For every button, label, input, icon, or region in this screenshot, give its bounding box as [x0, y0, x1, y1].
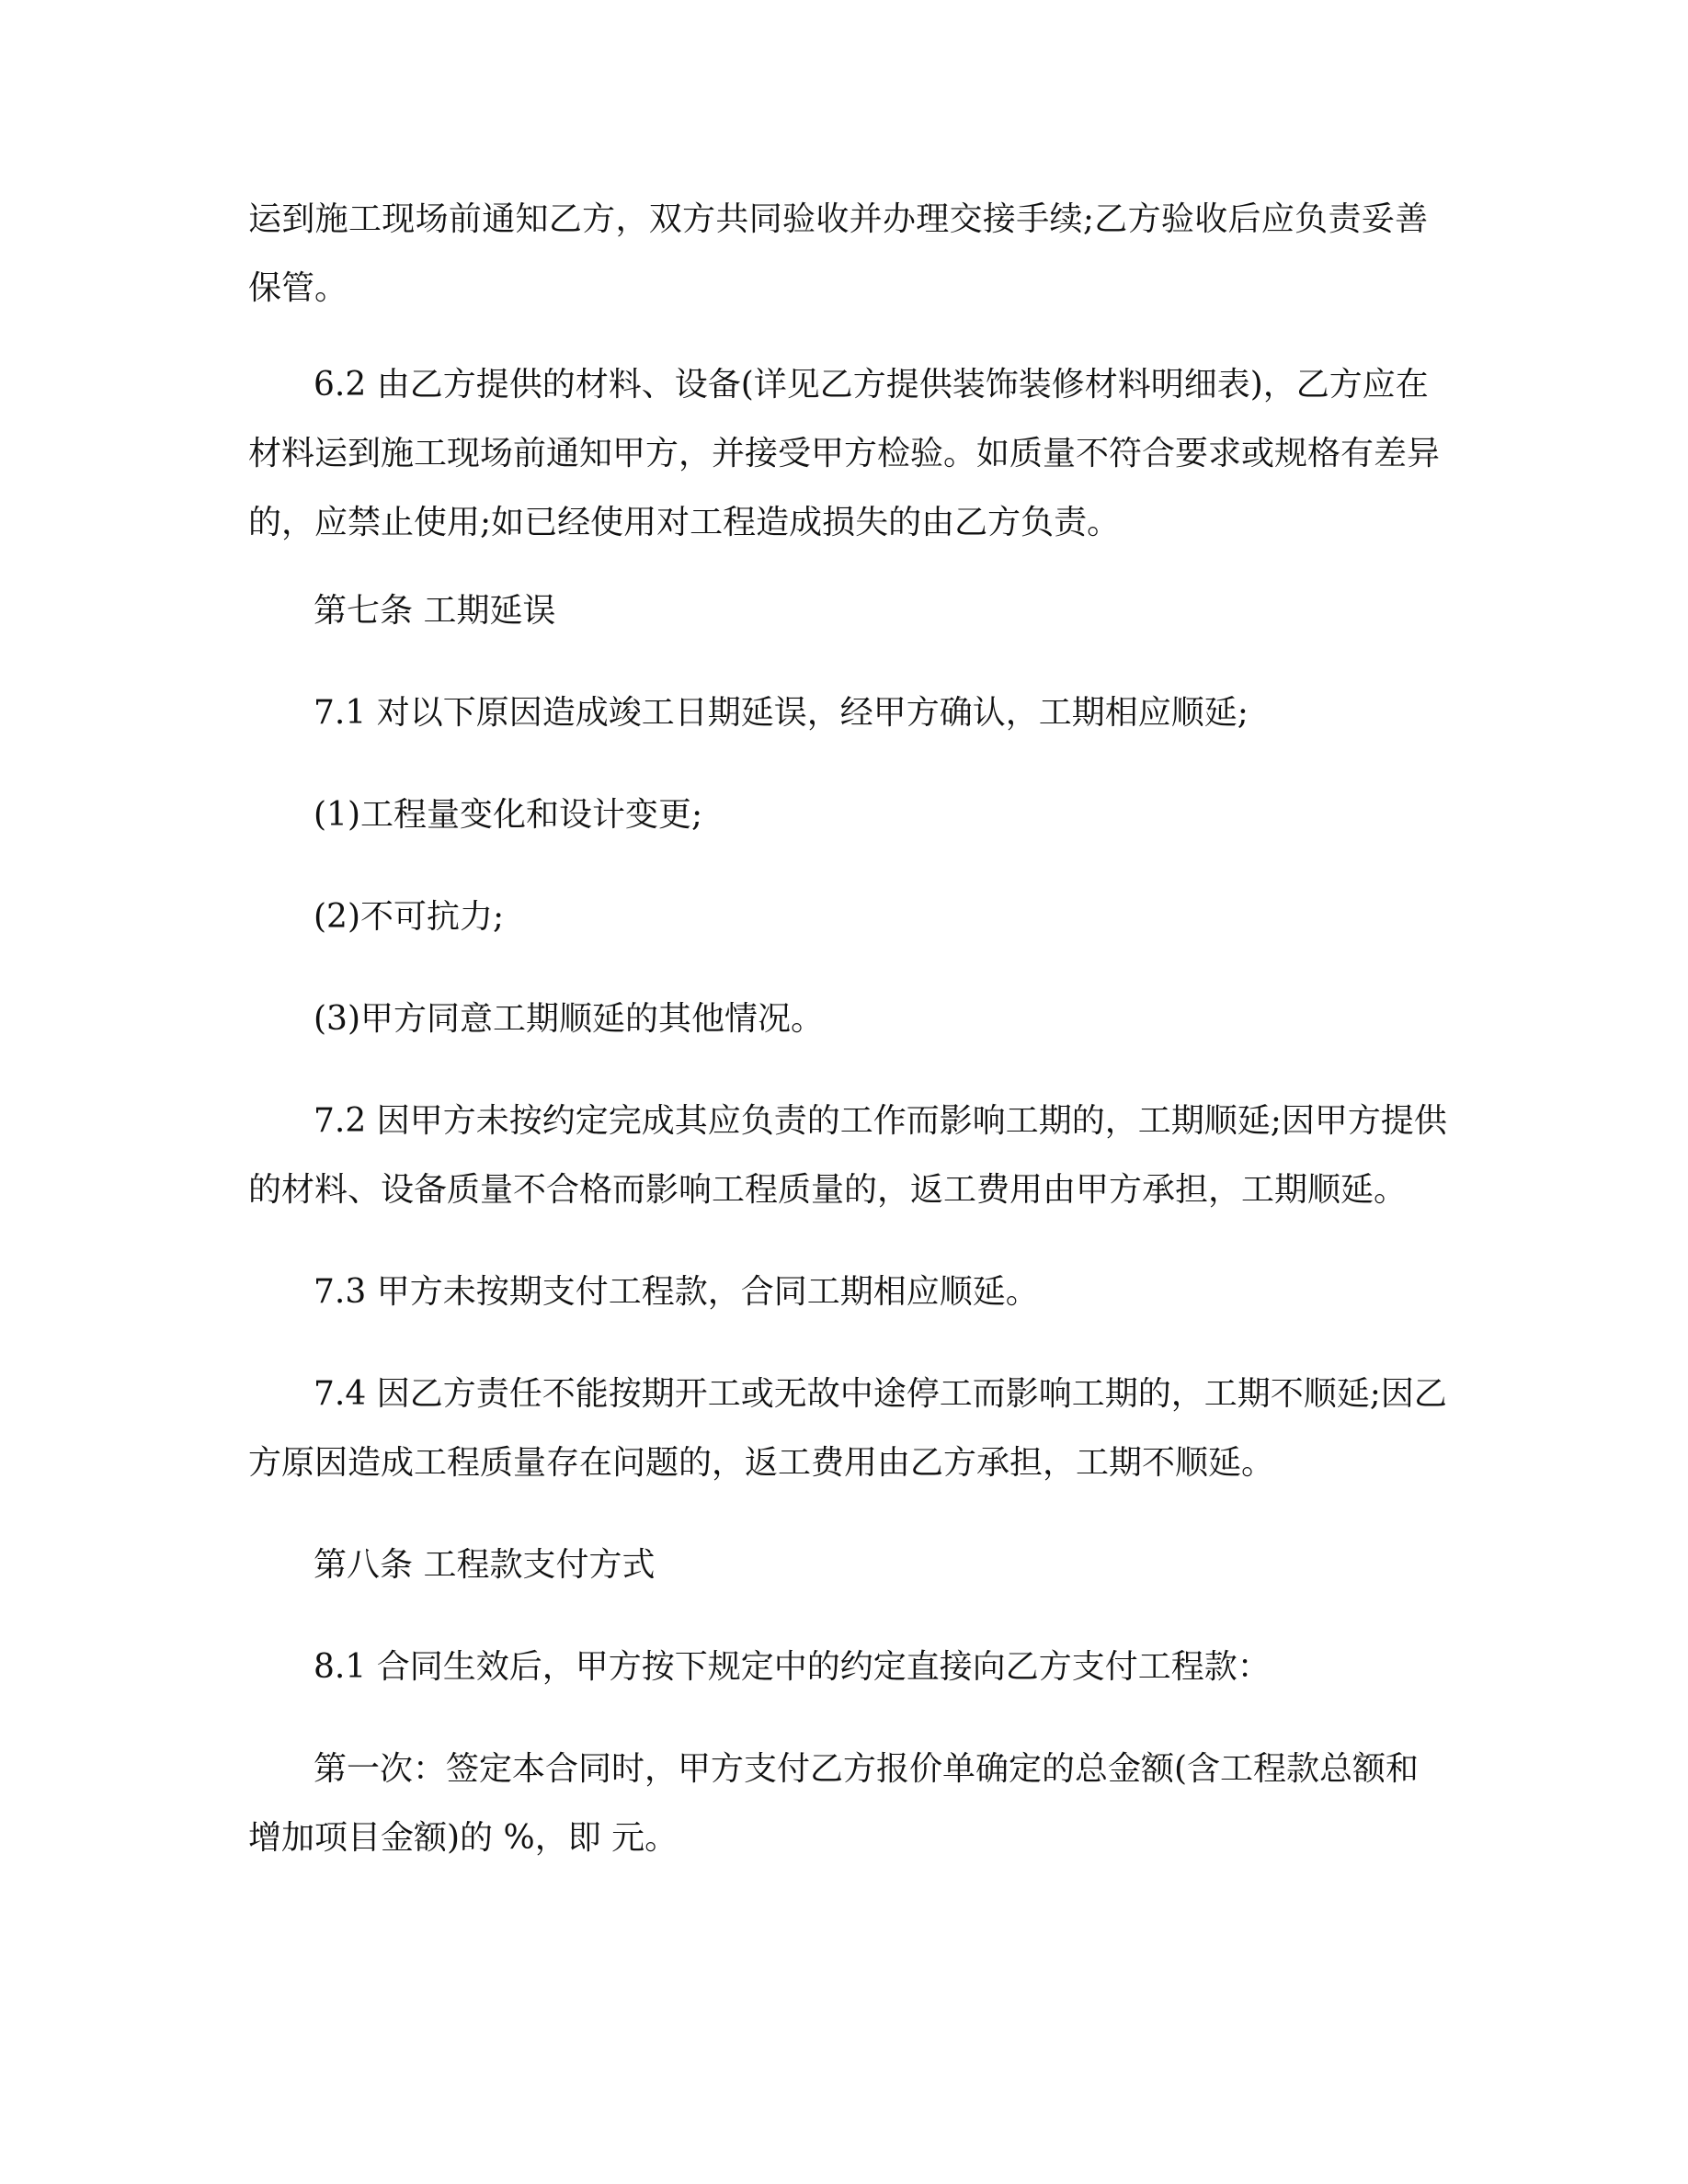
paragraph-7-2-line-2: 的材料、设备质量不合格而影响工程质量的，返工费用由甲方承担，工期顺延。	[248, 1171, 1408, 1209]
section-heading-7: 第七条 工期延误	[314, 592, 556, 630]
paragraph-6-1-line-2: 保管。	[248, 269, 348, 307]
paragraph-8-1-1-line-2: 增加项目金额)的 %，即 元。	[248, 1819, 679, 1857]
paragraph-6-2-line-1: 6.2 由乙方提供的材料、设备(详见乙方提供装饰装修材料明细表)，乙方应在	[314, 366, 1429, 404]
paragraph-8-1: 8.1 合同生效后，甲方按下规定中的约定直接向乙方支付工程款：	[314, 1648, 1271, 1686]
paragraph-7-4-line-1: 7.4 因乙方责任不能按期开工或无故中途停工而影响工期的，工期不顺延;因乙	[314, 1375, 1447, 1413]
paragraph-6-2-line-2: 材料运到施工现场前通知甲方，并接受甲方检验。如质量不符合要求或规格有差异	[248, 435, 1441, 472]
list-item-7-1-1: (1)工程量变化和设计变更;	[314, 796, 703, 834]
paragraph-6-1-line-1: 运到施工现场前通知乙方，双方共同验收并办理交接手续;乙方验收后应负责妥善	[248, 200, 1429, 238]
paragraph-7-2-line-1: 7.2 因甲方未按约定完成其应负责的工作而影响工期的，工期顺延;因甲方提供	[314, 1102, 1447, 1140]
paragraph-7-3: 7.3 甲方未按期支付工程款，合同工期相应顺延。	[314, 1273, 1039, 1311]
list-item-7-1-2: (2)不可抗力;	[314, 898, 505, 936]
paragraph-7-4-line-2: 方原因造成工程质量存在问题的，返工费用由乙方承担，工期不顺延。	[248, 1444, 1275, 1482]
paragraph-6-2-line-3: 的，应禁止使用;如已经使用对工程造成损失的由乙方负责。	[248, 504, 1121, 541]
paragraph-7-1: 7.1 对以下原因造成竣工日期延误，经甲方确认，工期相应顺延;	[314, 694, 1249, 732]
section-heading-8: 第八条 工程款支付方式	[314, 1546, 656, 1584]
list-item-7-1-3: (3)甲方同意工期顺延的其他情况。	[314, 1000, 824, 1038]
paragraph-8-1-1-line-1: 第一次：签定本合同时，甲方支付乙方报价单确定的总金额(含工程款总额和	[314, 1750, 1420, 1788]
